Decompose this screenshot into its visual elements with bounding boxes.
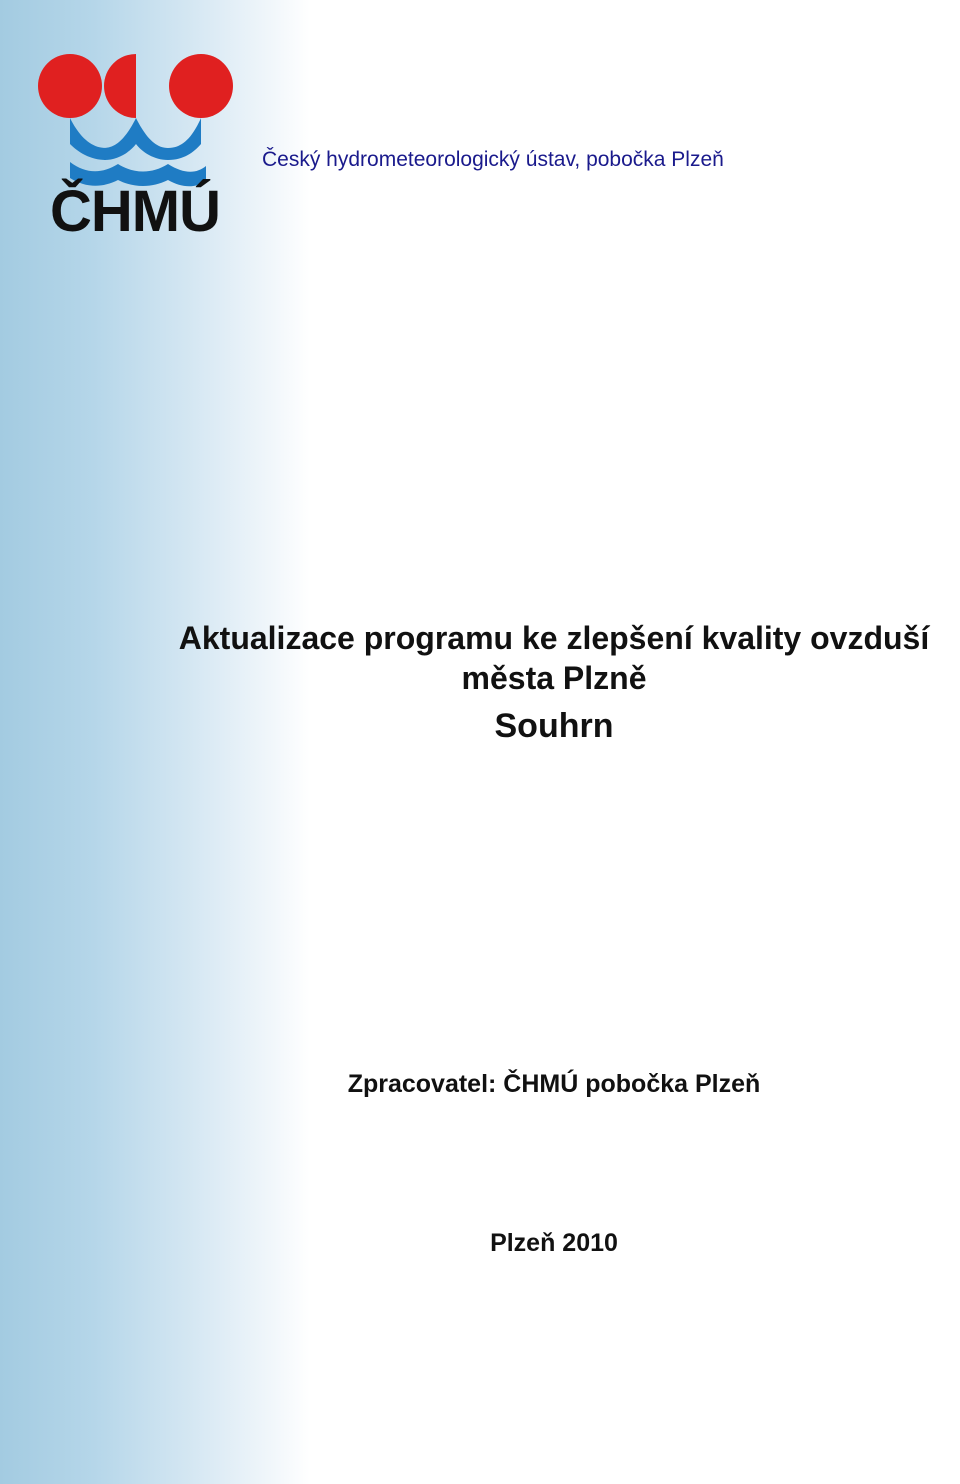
place-year: Plzeň 2010 <box>490 1229 618 1257</box>
organization-name: Český hydrometeorologický ústav, pobočka Plzeň <box>262 148 724 171</box>
logo-wordmark: ČHMÚ <box>50 179 220 244</box>
title-line-2: města Plzně <box>461 660 647 696</box>
chmu-logo <box>36 48 236 248</box>
title-line-1: Aktualizace programu ke zlepšení kvality ovzduší <box>178 620 930 656</box>
chmu-logo-icon <box>36 48 236 188</box>
processor-line: Zpracovatel: ČHMÚ pobočka Plzeň <box>347 1070 761 1098</box>
document-subtitle: Souhrn <box>494 707 614 745</box>
document-title <box>140 618 960 698</box>
